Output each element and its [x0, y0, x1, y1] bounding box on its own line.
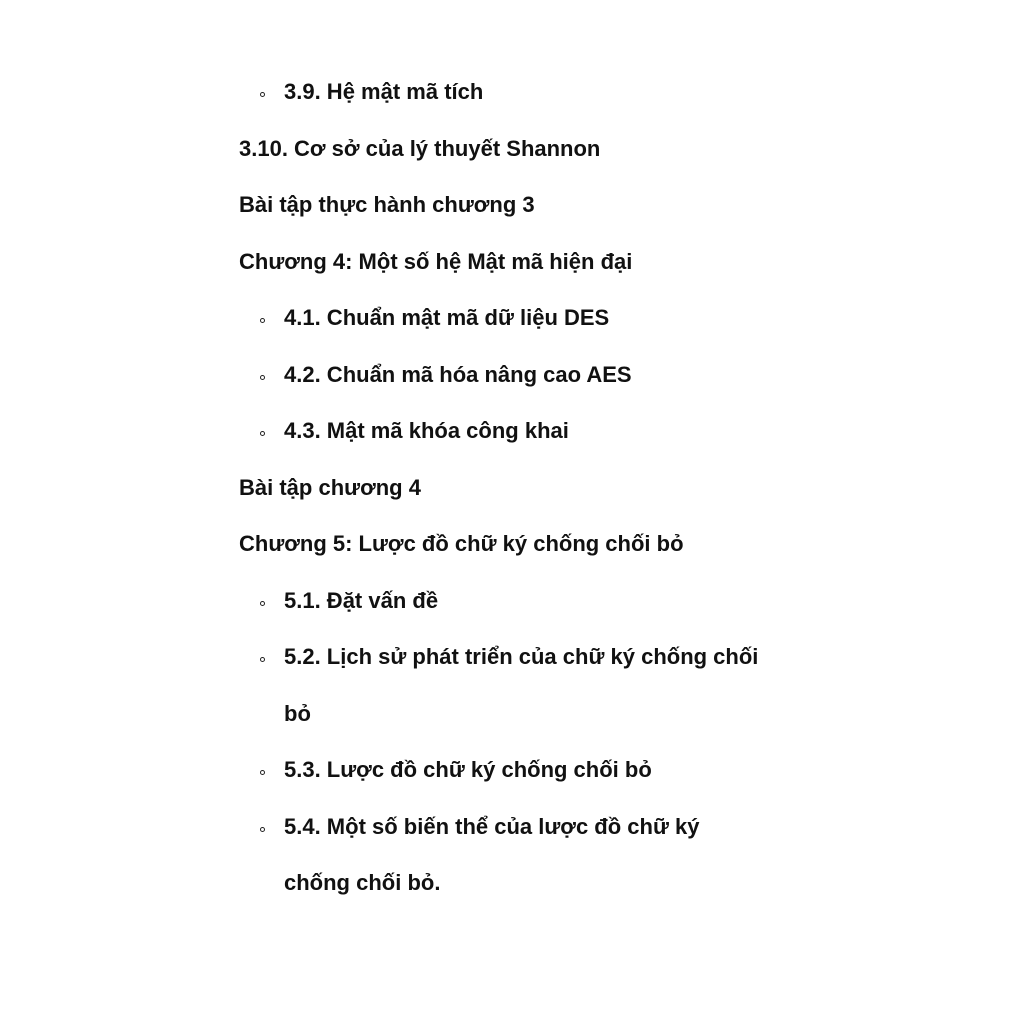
toc-item-exercises-ch4: [239, 473, 421, 503]
circle-bullet-icon: [260, 318, 265, 323]
toc-item-text: Bài tập chương 4: [239, 475, 421, 500]
toc-item-text: 5.4. Một số biến thể của lược đồ chữ ký: [284, 814, 700, 839]
toc-item-chapter-5: [239, 529, 684, 559]
circle-bullet-icon: [260, 657, 265, 662]
toc-item-text: 5.1. Đặt vấn đề: [284, 588, 439, 613]
toc-item-5-2-continuation: [284, 699, 311, 729]
toc-item-text: chống chối bỏ.: [284, 870, 441, 895]
toc-item-4-3: [284, 416, 569, 446]
toc-item-text: 5.2. Lịch sử phát triển của chữ ký chống chối: [284, 644, 759, 669]
toc-item-5-1: [284, 586, 438, 616]
toc-item-chapter-4: [239, 247, 632, 277]
toc-item-4-1: [284, 303, 609, 333]
toc-item-exercises-ch3: [239, 190, 535, 220]
toc-item-text: 4.1. Chuẩn mật mã dữ liệu DES: [284, 305, 610, 330]
circle-bullet-icon: [260, 375, 265, 380]
circle-bullet-icon: [260, 601, 265, 606]
toc-item-5-4: [284, 812, 699, 842]
circle-bullet-icon: [260, 770, 265, 775]
toc-item-text: Chương 5: Lược đồ chữ ký chống chối bỏ: [239, 531, 684, 556]
toc-item-text: 3.9. Hệ mật mã tích: [284, 79, 484, 104]
toc-item-text: Chương 4: Một số hệ Mật mã hiện đại: [239, 249, 633, 274]
toc-item-3-10: [239, 134, 600, 164]
toc-item-text: 4.3. Mật mã khóa công khai: [284, 418, 569, 443]
toc-item-5-3: [284, 755, 652, 785]
circle-bullet-icon: [260, 92, 265, 97]
toc-item-text: bỏ: [284, 701, 311, 726]
toc-item-5-2: [284, 642, 758, 672]
toc-item-4-2: [284, 360, 632, 390]
circle-bullet-icon: [260, 431, 265, 436]
toc-item-3-9: [284, 77, 483, 107]
toc-item-text: 4.2. Chuẩn mã hóa nâng cao AES: [284, 362, 632, 387]
toc-item-text: 3.10. Cơ sở của lý thuyết Shannon: [239, 136, 601, 161]
toc-item-text: 5.3. Lược đồ chữ ký chống chối bỏ: [284, 757, 652, 782]
toc-item-5-4-continuation: [284, 868, 440, 898]
toc-item-text: Bài tập thực hành chương 3: [239, 192, 535, 217]
circle-bullet-icon: [260, 827, 265, 832]
